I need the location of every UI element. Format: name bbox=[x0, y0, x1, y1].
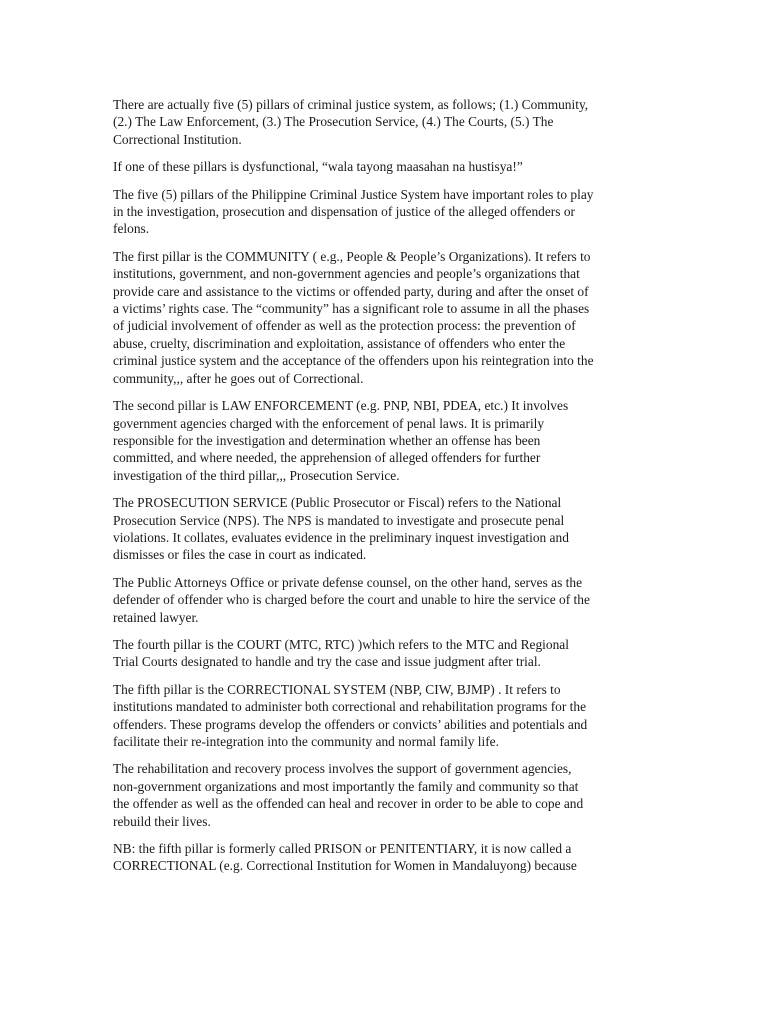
paragraph-community: The first pillar is the COMMUNITY ( e.g., People & People’s Organizations). It refers to institutions, government, and non-government agencies and people’s organizations that provide care and assistance to the victims or offended party, during and after the onset of a victims’ rights case. The “community” has a significant role to assume in all the phases of judicial involvement of offender as well as the protection process: the prevention of abuse, cruelty, discrimination and exploitation, assistance of offenders who enter the criminal justice system and the acceptance of the offenders upon his reintegration into the community,,, after he goes out of Correctional. bbox=[113, 248, 594, 386]
paragraph-correctional: The fifth pillar is the CORRECTIONAL SYSTEM (NBP, CIW, BJMP) . It refers to institutions mandated to administer both correctional and rehabilitation programs for the offenders. These programs develop the offenders or convicts’ abilities and potentials and facilitate their re-integration into the community and normal family life. bbox=[113, 681, 588, 749]
paragraph-prosecution: The PROSECUTION SERVICE (Public Prosecutor or Fiscal) refers to the National Prosecution Service (NPS). The NPS is mandated to investigate and prosecute penal violations. It collates, evaluates evidence in the preliminary inquest investigation and dismisses or files the case in court as indicated. bbox=[113, 495, 569, 563]
paragraph-intro-pillars: There are actually five (5) pillars of criminal justice system, as follows; (1.) Community, (2.) The Law Enforcement, (3.) The Prosecution Service, (4.) The Courts, (5.) The Correctional Institution. bbox=[113, 97, 589, 147]
paragraph-roles: The five (5) pillars of the Philippine Criminal Justice System have important roles to play in the investigation, prosecution and dispensation of justice of the alleged offenders or felons. bbox=[113, 186, 594, 237]
paragraph-public-attorneys: The Public Attorneys Office or private defense counsel, on the other hand, serves as the defender of offender who is charged before the court and unable to hire the service of the retained lawyer. bbox=[113, 574, 590, 625]
paragraph-nb: NB: the fifth pillar is formerly called PRISON or PENITENTIARY, it is now called a CORRECTIONAL (e.g. Correctional Institution for Women in Mandaluyong) because bbox=[113, 841, 577, 874]
document-body bbox=[113, 96, 658, 885]
paragraph-rehabilitation: The rehabilitation and recovery process involves the support of government agencies, non-government organizations and most importantly the family and community so that the offender as well as the offended can heal and recover in order to be able to cope and rebuild their lives. bbox=[113, 761, 584, 829]
paragraph-court: The fourth pillar is the COURT (MTC, RTC) )which refers to the MTC and Regional Trial Courts designated to handle and try the case and issue judgment after trial. bbox=[113, 636, 569, 670]
paragraph-dysfunctional: If one of these pillars is dysfunctional, “wala tayong maasahan na hustisya!” bbox=[113, 159, 523, 175]
paragraph-law-enforcement: The second pillar is LAW ENFORCEMENT (e.g. PNP, NBI, PDEA, etc.) It involves government agencies charged with the enforcement of penal laws. It is primarily responsible for the investigation and determination whether an offense has been committed, and where needed, the apprehension of alleged offenders for further investigation of the third pillar,,, Prosecution Service. bbox=[113, 398, 569, 483]
